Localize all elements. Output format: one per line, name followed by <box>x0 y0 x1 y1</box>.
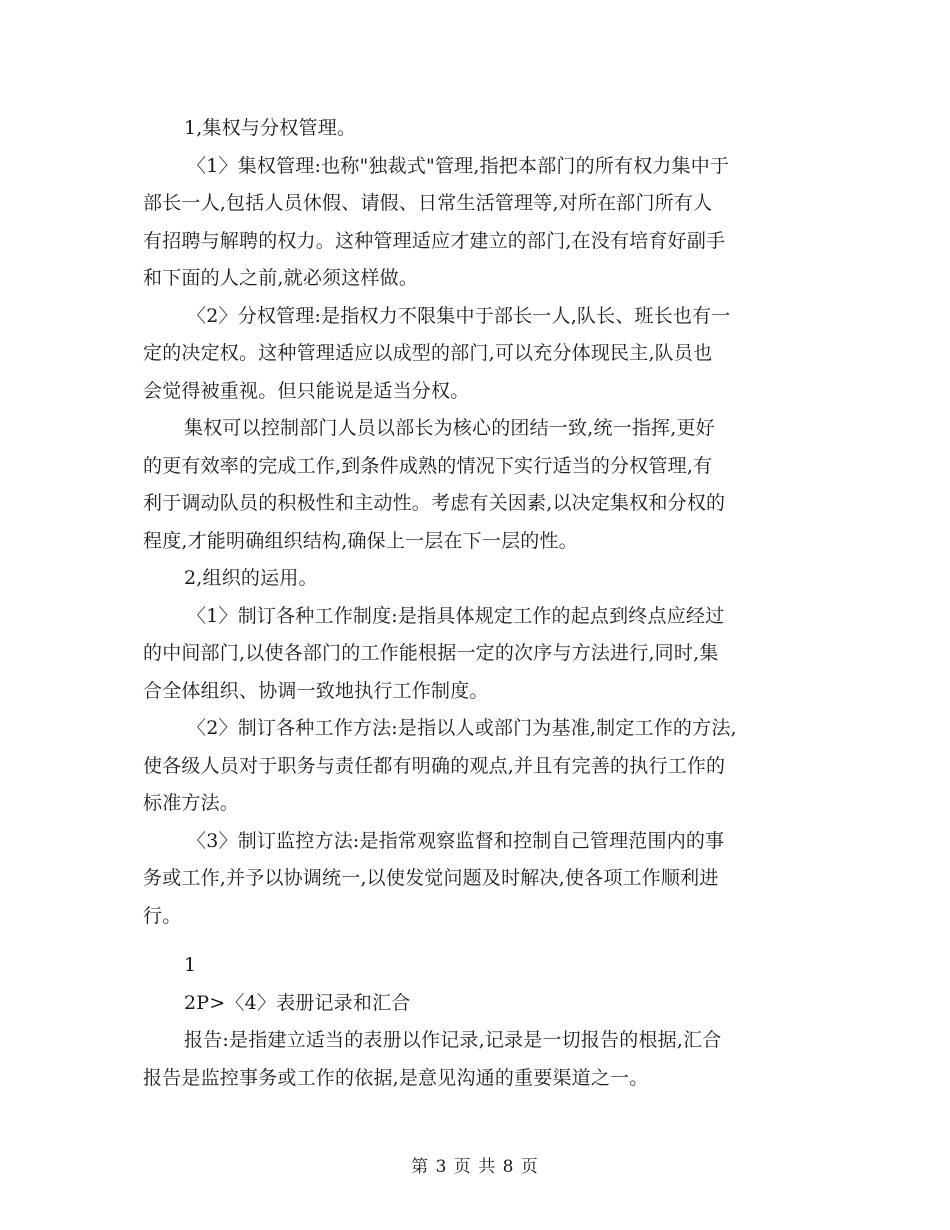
paragraph-line: 有招聘与解聘的权力。这种管理适应才建立的部门,在没有培育好副手 <box>143 229 726 252</box>
paragraph-line: 务或工作,并予以协调统一,以使发觉问题及时解决,使各项工作顺利进 <box>143 867 719 889</box>
paragraph-line: 使各级人员对于职务与责任都有明确的观点,并且有完善的执行工作的 <box>143 754 726 777</box>
paragraph-line: 和下面的人之前,就必须这样做。 <box>143 267 419 289</box>
paragraph-line: 〈2〉制订各种工作方法:是指以人或部门为基准,制定工作的方法, <box>187 717 737 739</box>
paragraph-line: 部长一人,包括人员休假、请假、日常生活管理等,对所在部门所有人 <box>143 192 713 214</box>
section-heading: 1,集权与分权管理。 <box>184 117 357 139</box>
section-heading: 2,组织的运用。 <box>184 567 318 589</box>
paragraph-line: 报告:是指建立适当的表册以作记录,记录是一切报告的根据,汇合 <box>184 1029 722 1051</box>
inline-number: 1 <box>184 954 197 976</box>
paragraph-line: 2P>〈4〉表册记录和汇合 <box>184 991 411 1014</box>
page-number-footer: 第 3 页 共 8 页 <box>411 1157 539 1177</box>
paragraph-line: 〈1〉集权管理:也称"独裁式"管理,指把本部门的所有权力集中于 <box>187 154 730 177</box>
paragraph-line: 的中间部门,以使各部门的工作能根据一定的次序与方法进行,同时,集 <box>143 642 719 664</box>
document-body <box>143 110 813 1097</box>
paragraph-line: 定的决定权。这种管理适应以成型的部门,可以充分体现民主,队员也 <box>143 342 713 364</box>
paragraph-line: 会觉得被重视。但只能说是适当分权。 <box>143 379 470 402</box>
paragraph-line: 利于调动队员的积极性和主动性。考虑有关因素,以决定集权和分权的 <box>143 492 726 514</box>
paragraph-line: 〈1〉制订各种工作制度:是指具体规定工作的起点到终点应经过 <box>187 604 725 627</box>
paragraph-line: 〈3〉制订监控方法:是指常观察监督和控制自己管理范围内的事 <box>187 829 725 852</box>
paragraph-line: 标准方法。 <box>143 792 240 814</box>
paragraph-line: 行。 <box>143 904 182 927</box>
paragraph-line: 报告是监控事务或工作的依据,是意见沟通的重要渠道之一。 <box>143 1066 649 1089</box>
paragraph-line: 合全体组织、协调一致地执行工作制度。 <box>143 679 489 702</box>
spacer <box>143 935 813 947</box>
paragraph-line: 程度,才能明确组织结构,确保上一层在下一层的性。 <box>143 529 578 552</box>
paragraph-line: 的更有效率的完成工作,到条件成熟的情况下实行适当的分权管理,有 <box>143 454 713 477</box>
paragraph-line: 集权可以控制部门人员以部长为核心的团结一致,统一指挥,更好 <box>184 417 715 439</box>
paragraph-line: 〈2〉分权管理:是指权力不限集中于部长一人,队长、班长也有一 <box>187 304 731 327</box>
